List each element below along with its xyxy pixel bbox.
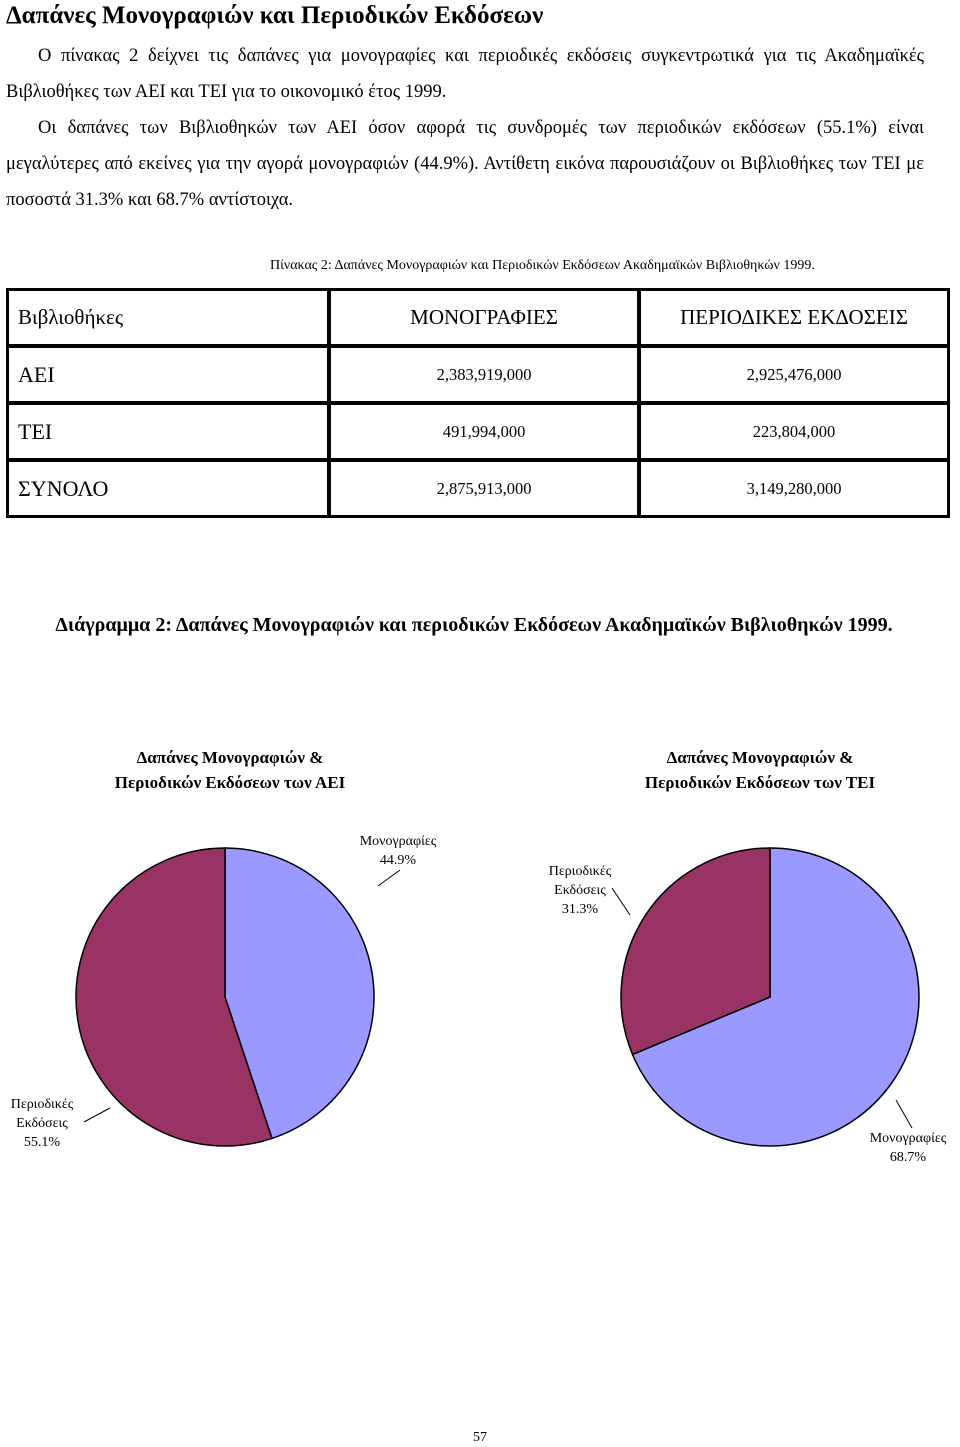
cell-monographs: 491,994,000 bbox=[329, 403, 639, 460]
pie1-label-monographs-name: Μονογραφίες bbox=[359, 834, 437, 849]
pie1-label-monographs-percent: 44.9% bbox=[379, 853, 417, 868]
pie2-label-monographs bbox=[858, 1129, 958, 1167]
pie2-label-periodicals-percent: 31.3% bbox=[561, 902, 599, 917]
pie2-label-monographs-percent: 68.7% bbox=[889, 1150, 927, 1165]
pie1-label-periodicals-name2: Εκδόσεις bbox=[16, 1116, 68, 1131]
pie1-leader-line-1 bbox=[378, 870, 400, 886]
pie1-leader-line-2 bbox=[84, 1108, 110, 1122]
cell-monographs: 2,875,913,000 bbox=[329, 460, 639, 517]
pie1-label-periodicals bbox=[0, 1095, 84, 1152]
row-label: ΑΕΙ bbox=[7, 346, 329, 403]
pie-title-aei-text: Δαπάνες Μονογραφιών & Περιοδικών Εκδόσεων των ΑΕΙ bbox=[114, 748, 346, 792]
pie1-label-periodicals-percent: 55.1% bbox=[23, 1135, 61, 1150]
pie2-label-periodicals bbox=[525, 862, 635, 919]
pie2-label-monographs-name: Μονογραφίες bbox=[869, 1131, 947, 1146]
paragraph-intro: Ο πίνακας 2 δείχνει τις δαπάνες για μονογραφίες και περιοδικές εκδόσεις συγκεντρωτικά για τις Ακαδημαϊκές Βιβλιοθήκες των ΑΕΙ και ΤΕΙ για το οικονομικό έτος 1999. bbox=[6, 46, 924, 102]
cell-periodicals: 223,804,000 bbox=[639, 403, 949, 460]
row-label: ΤΕΙ bbox=[7, 403, 329, 460]
page-number: 57 bbox=[473, 1430, 487, 1445]
pie1-label-periodicals-name1: Περιοδικές bbox=[10, 1097, 74, 1112]
table-caption: Πίνακας 2: Δαπάνες Μονογραφιών και Περιοδικών Εκδόσεων Ακαδημαϊκών Βιβλιοθηκών 1999. bbox=[270, 258, 815, 273]
paragraph-analysis: Οι δαπάνες των Βιβλιοθηκών των ΑΕΙ όσον αφορά τις συνδρομές των περιοδικών εκδόσεων (55.1%) είναι μεγαλύτερες από εκείνες για την αγορά μονογραφιών (44.9%). Αντίθετη εικόνα παρουσιάζουν οι Βιβλιοθήκες των ΤΕΙ με ποσοστά 31.3% και 68.7% αντίστοιχα. bbox=[6, 118, 924, 210]
diagram-title: Διάγραμμα 2: Δαπάνες Μονογραφιών και περιοδικών Εκδόσεων Ακαδημαϊκών Βιβλιοθηκών 1999. bbox=[55, 614, 893, 636]
pie2-leader-line-2 bbox=[896, 1100, 912, 1128]
pie-title-tei-text: Δαπάνες Μονογραφιών & Περιοδικών Εκδόσεων των ΤΕΙ bbox=[644, 748, 876, 792]
page-heading: Δαπάνες Μονογραφιών και Περιοδικών Εκδόσεων bbox=[6, 2, 544, 29]
pie1-label-monographs bbox=[338, 832, 458, 870]
pie2-label-periodicals-name1: Περιοδικές bbox=[548, 864, 612, 879]
header-libraries: Βιβλιοθήκες bbox=[7, 289, 329, 346]
cell-periodicals: 3,149,280,000 bbox=[639, 460, 949, 517]
header-monographs: ΜΟΝΟΓΡΑΦΙΕΣ bbox=[329, 289, 639, 346]
cell-periodicals: 2,925,476,000 bbox=[639, 346, 949, 403]
cell-monographs: 2,383,919,000 bbox=[329, 346, 639, 403]
pie2-label-periodicals-name2: Εκδόσεις bbox=[554, 883, 606, 898]
header-periodicals: ΠΕΡΙΟΔΙΚΕΣ ΕΚΔΟΣΕΙΣ bbox=[639, 289, 949, 346]
row-label: ΣΥΝΟΛΟ bbox=[7, 460, 329, 517]
